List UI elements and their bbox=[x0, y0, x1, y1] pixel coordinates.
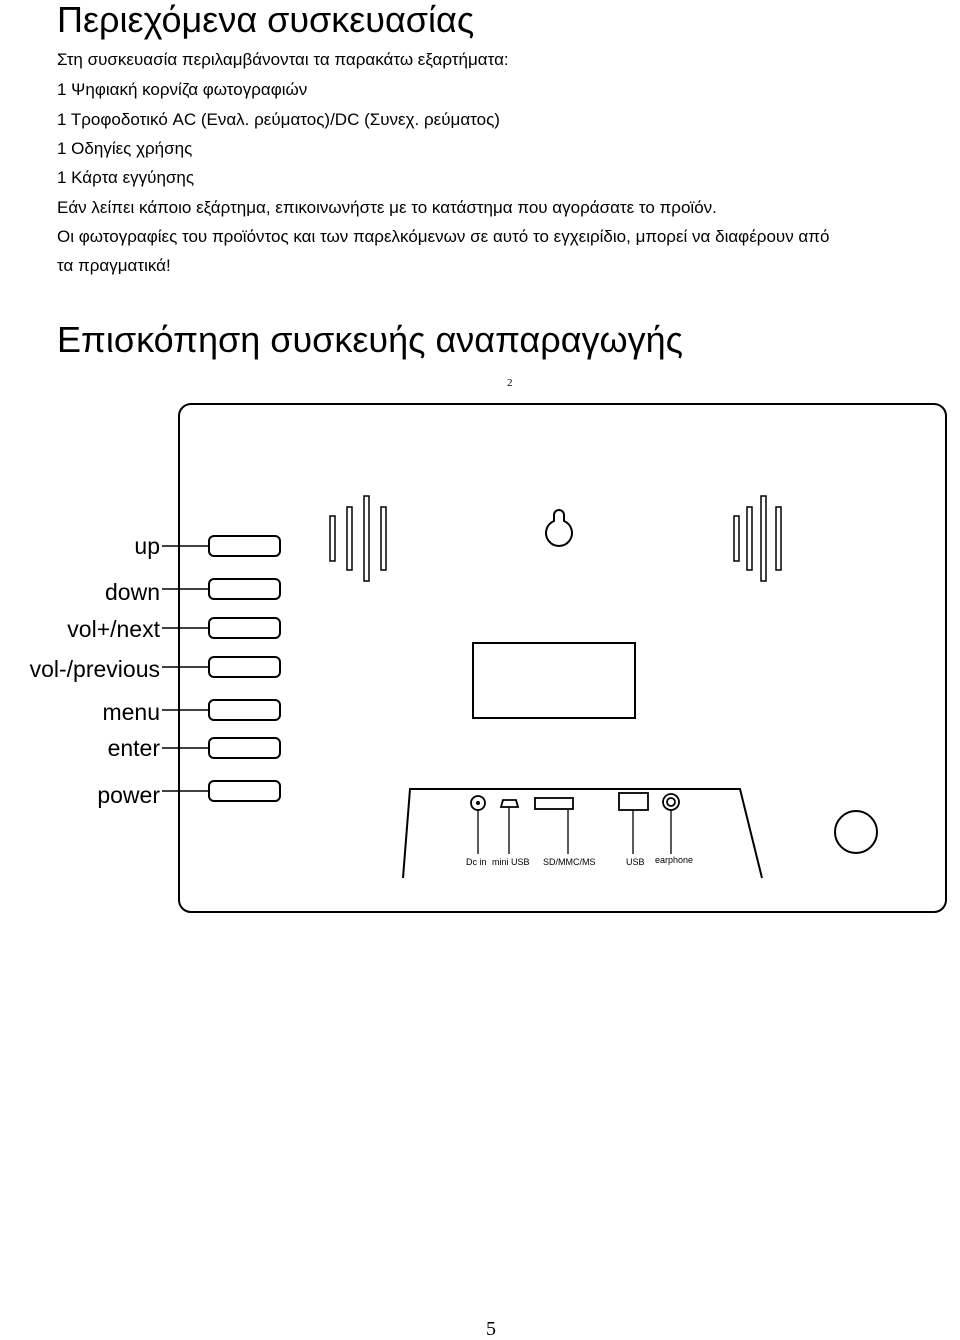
frame-outline bbox=[179, 404, 946, 912]
text-line: 1 Τροφοδοτικό AC (Εναλ. ρεύματος)/DC (Συνεχ. ρεύματος) bbox=[57, 110, 500, 129]
button-label-vol-previous: vol-/previous bbox=[29, 656, 160, 682]
diagram-top-label: 2 bbox=[507, 377, 513, 389]
usb-port-icon bbox=[619, 793, 648, 810]
section-title-package-contents: Περιεχόμενα συσκευασίας bbox=[57, 0, 475, 40]
section-title-device-overview: Επισκόπηση συσκευής αναπαραγωγής bbox=[57, 319, 684, 360]
button-label-menu: menu bbox=[102, 699, 160, 725]
button-label-down: down bbox=[105, 579, 160, 605]
text-line: 1 Κάρτα εγγύησης bbox=[57, 168, 195, 187]
left-speaker-grille bbox=[330, 496, 386, 581]
text-line: τα πραγματικά! bbox=[57, 256, 171, 275]
ports bbox=[471, 793, 679, 810]
text-line: 1 Ψηφιακή κορνίζα φωτογραφιών bbox=[57, 80, 308, 99]
page-number: 5 bbox=[486, 1318, 496, 1340]
port-label-sd-mmc-ms: SD/MMC/MS bbox=[543, 857, 596, 867]
button-label-up: up bbox=[134, 533, 160, 559]
side-buttons bbox=[209, 536, 280, 801]
port-label-usb: USB bbox=[626, 857, 645, 867]
button-label-enter: enter bbox=[107, 735, 160, 761]
device-back-diagram bbox=[0, 370, 960, 930]
round-foot-icon bbox=[835, 811, 877, 853]
keyhole-mount-icon bbox=[546, 510, 572, 546]
port-label-dc-in: Dc in bbox=[466, 857, 487, 867]
text-line: Οι φωτογραφίες του προϊόντος και των παρελκόμενων σε αυτό το εγχειρίδιο, μπορεί να διαφέρουν από bbox=[57, 227, 830, 246]
button-label-power: power bbox=[97, 782, 160, 808]
button-leader-lines bbox=[162, 546, 209, 791]
right-speaker-grille bbox=[734, 496, 781, 581]
text-line: 1 Οδηγίες χρήσης bbox=[57, 139, 193, 158]
sd-card-slot-icon bbox=[535, 798, 573, 809]
port-leader-lines bbox=[478, 807, 671, 854]
center-label-panel bbox=[473, 643, 635, 718]
port-label-earphone: earphone bbox=[655, 855, 694, 865]
port-label-mini-usb: mini USB bbox=[492, 857, 530, 867]
text-line: Στη συσκευασία περιλαμβάνονται τα παρακάτω εξαρτήματα: bbox=[57, 50, 509, 69]
mini-usb-port-icon bbox=[501, 800, 518, 807]
earphone-jack-icon bbox=[663, 794, 679, 810]
text-line: Εάν λείπει κάποιο εξάρτημα, επικοινωνήστε με το κατάστημα που αγοράσατε το προϊόν. bbox=[57, 198, 717, 217]
button-label-vol-next: vol+/next bbox=[67, 616, 160, 642]
